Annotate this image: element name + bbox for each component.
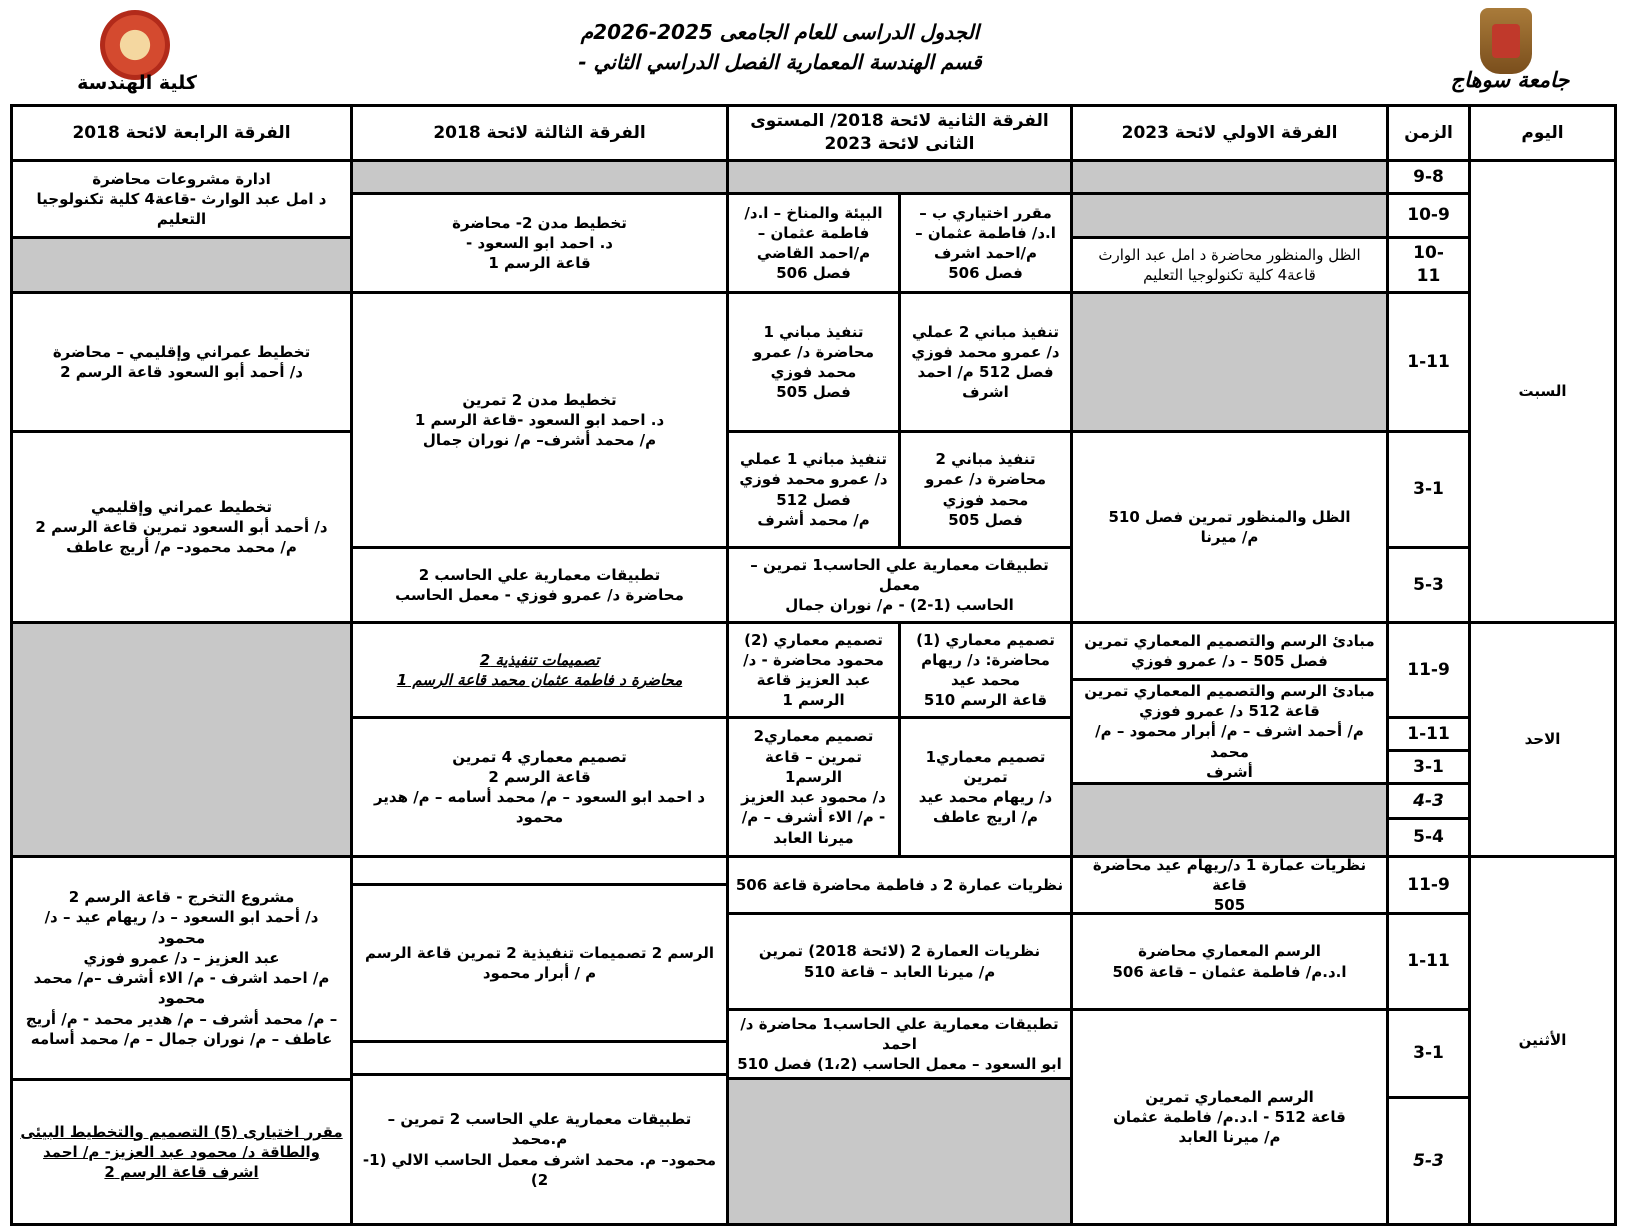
class-cell: تطبيقات معمارية علي الحاسب1 محاضرة د/ احمد ابو السعود – معمل الحاسب (1،2) فصل 510 [726, 1008, 1073, 1080]
university-name: جامعة سوهاج [1450, 68, 1570, 92]
time-slot: 4-3 [1386, 782, 1471, 820]
time-slot: 1-11 [1386, 291, 1471, 433]
class-cell: نظريات عمارة 2 د فاطمة محاضرة قاعة 506 [726, 855, 1073, 915]
class-cell: تنفيذ مباني 1 عملي د/ عمرو محمد فوزي فصل 512 م/ محمد أشرف [726, 430, 901, 549]
university-logo-icon [1480, 8, 1532, 74]
time-slot: 11-9 [1386, 621, 1471, 719]
time-slot: 1-11 [1386, 716, 1471, 752]
empty-cell [1070, 159, 1389, 195]
engineering-logo-icon [100, 10, 170, 80]
day-monday: الأثنين [1468, 855, 1617, 1226]
time-slot: 10-9 [1386, 192, 1471, 239]
class-cell: مقرر اختياري ب – ا.د/ فاطمة عثمان – م/احمد اشرف فصل 506 [898, 192, 1073, 294]
class-cell: تنفيذ مباني 2 عملي د/ عمرو محمد فوزي فصل 512 م/ احمد اشرف [898, 291, 1073, 433]
class-cell: تخطيط عمراني وإقليمي – محاضرة د/ أحمد أبو السعود قاعة الرسم 2 [10, 291, 353, 433]
class-cell: مبادئ الرسم والتصميم المعماري تمرين قاعة 512 د/ عمرو فوزي م/ أحمد اشرف – م/ أبرار محمود – م/ محمد أشرف [1070, 678, 1389, 785]
empty-cell [1070, 782, 1389, 858]
class-cell: الرسم المعماري تمرين قاعة 512 - ا.د.م/ فاطمة عثمان م/ ميرنا العابد [1070, 1008, 1389, 1226]
class-cell: تطبيقات معمارية علي الحاسب 2 تمرين – م.محمد محمود– م. محمد اشرف معمل الحاسب الالي (1-2) [350, 1073, 729, 1226]
class-cell: ادارة مشروعات محاضرة د امل عبد الوارث -قاعة4 كلية تكنولوجيا التعليم [10, 159, 353, 239]
day-sunday: الاحد [1468, 621, 1617, 858]
time-slot: 5-3 [1386, 1096, 1471, 1226]
empty-cell [726, 159, 1073, 195]
class-cell: تخطيط مدن 2- محاضرة د. احمد ابو السعود - قاعة الرسم 1 [350, 192, 729, 294]
class-cell: تخطيط مدن 2 تمرين د. احمد ابو السعود -قاعة الرسم 1 م/ محمد أشرف– م/ نوران جمال [350, 291, 729, 549]
class-cell: تخطيط عمراني وإقليمي د/ أحمد أبو السعود تمرين قاعة الرسم 2 م/ محمد محمود– م/ أريج عاطف [10, 430, 353, 624]
college-name: كلية الهندسة [77, 72, 197, 94]
empty-cell [1070, 291, 1389, 433]
header-year2: الفرقة الثانية لائحة 2018/ المستوى الثانى لائحة 2023 [726, 104, 1073, 162]
class-cell: تطبيقات معمارية علي الحاسب1 تمرين – معمل الحاسب (1-2) - م/ نوران جمال [726, 546, 1073, 624]
day-saturday: السبت [1468, 159, 1617, 624]
empty-cell [726, 1077, 1073, 1226]
class-cell: البيئة والمناخ – ا.د/ فاطمة عثمان – م/احمد القاضي فصل 506 [726, 192, 901, 294]
class-cell: نظريات عمارة 1 د/ريهام عيد محاضرة قاعة 505 [1070, 855, 1389, 915]
time-slot: 1-11 [1386, 912, 1471, 1011]
class-cell: تصميم معماري1 تمرين د/ ريهام محمد عيد م/ اريج عاطف [898, 716, 1073, 858]
empty-cell [1070, 192, 1389, 239]
time-slot: 3-1 [1386, 1008, 1471, 1099]
empty-cell [350, 159, 729, 195]
schedule-table [10, 104, 1617, 1226]
class-cell: مبادئ الرسم والتصميم المعماري تمرين فصل 505 – د/ عمرو فوزي [1070, 621, 1389, 681]
time-slot: 3-1 [1386, 430, 1471, 549]
header-time: الزمن [1386, 104, 1471, 162]
class-cell: الرسم 2 تصميمات تنفيذية 2 تمرين قاعة الرسم م / أبرار محمود [350, 883, 729, 1043]
class-cell: تنفيذ مباني 2 محاضرة د/ عمرو محمد فوزي فصل 505 [898, 430, 1073, 549]
empty-cell [10, 236, 353, 294]
empty-cell [350, 1040, 729, 1076]
class-cell: تطبيقات معمارية علي الحاسب 2 محاضرة د/ عمرو فوزي - معمل الحاسب [350, 546, 729, 624]
time-slot: -10 11 [1386, 236, 1471, 294]
class-cell: تصميمات تنفيذية 2 محاضرة د فاطمة عثمان محمد قاعة الرسم 1 [350, 621, 729, 719]
empty-cell [10, 621, 353, 858]
class-cell: نظريات العمارة 2 (لائحة 2018) تمرين م/ ميرنا العابد – قاعة 510 [726, 912, 1073, 1011]
class-cell: الظل والمنظور تمرين فصل 510 م/ ميرنا [1070, 430, 1389, 624]
header-day: اليوم [1468, 104, 1617, 162]
class-cell: تصميم معماري 4 تمرين قاعة الرسم 2 د احمد ابو السعود – م/ محمد أسامه – م/ هدير محمود [350, 716, 729, 858]
class-cell: مقرر اختيارى (5) التصميم والتخطيط البيئى والطاقة د/ محمود عبد العزيز- م/ احمد اشرف قاعة الرسم 2 [10, 1078, 353, 1226]
class-cell: تصميم معماري2 تمرين – قاعة الرسم1 د/ محمود عبد العزيز - م/ الاء أشرف – م/ ميرنا العابد [726, 716, 901, 858]
class-cell: تنفيذ مباني 1 محاضرة د/ عمرو محمد فوزي فصل 505 [726, 291, 901, 433]
class-cell: الرسم المعماري محاضرة ا.د.م/ فاطمة عثمان – قاعة 506 [1070, 912, 1389, 1011]
time-slot: 5-4 [1386, 817, 1471, 858]
schedule-subtitle: - قسم الهندسة المعمارية الفصل الدراسي الثاني [578, 50, 982, 74]
time-slot: 3-1 [1386, 749, 1471, 785]
class-cell: تصميم معماري (1) محاضرة: د/ ريهام محمد عيد قاعة الرسم 510 [898, 621, 1073, 719]
time-slot: 11-9 [1386, 855, 1471, 915]
header-year1: الفرقة الاولي لائحة 2023 [1070, 104, 1389, 162]
empty-cell [350, 855, 729, 886]
schedule-title: الجدول الدراسى للعام الجامعى 2025-2026م [580, 20, 980, 44]
time-slot: 9-8 [1386, 159, 1471, 195]
class-cell: مشروع التخرج - قاعة الرسم 2 د/ أحمد ابو السعود – د/ ريهام عيد – د/ محمود عبد العزيز – د/ عمرو فوزي م/ احمد اشرف - م/ الاء أشرف –م/ محمد محمود – م/ محمد أشرف – م/ هدير محمد - م/ أريج عاطف – م/ نوران جمال – م/ محمد أسامه [10, 855, 353, 1081]
class-cell: الظل والمنظور محاضرة د امل عبد الوارث قاعة4 كلية تكنولوجيا التعليم [1070, 236, 1389, 294]
class-cell: تصميم معماري (2) محمود محاضرة - د/ عبد العزيز قاعة الرسم 1 [726, 621, 901, 719]
header-year4: الفرقة الرابعة لائحة 2018 [10, 104, 353, 162]
time-slot: 5-3 [1386, 546, 1471, 624]
header-year3: الفرقة الثالثة لائحة 2018 [350, 104, 729, 162]
